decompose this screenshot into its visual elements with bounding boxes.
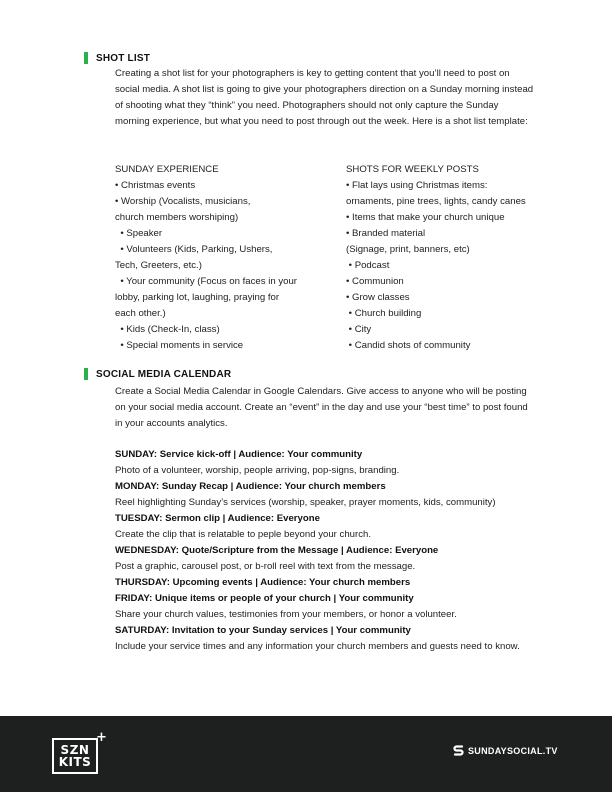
calendar-days (115, 447, 545, 655)
list-item: • Volunteers (Kids, Parking, Ushers, (115, 244, 273, 255)
calendar-day-text: Include your service times and any information your church members and guests need to know. (115, 641, 520, 652)
calendar-day-heading: THURSDAY: Upcoming events | Audience: Your church members (115, 577, 411, 588)
list-item: • Flat lays using Christmas items: (346, 180, 488, 191)
calendar-day-text: Post a graphic, carousel post, or b-roll reel with text from the message. (115, 561, 416, 572)
calendar-day-heading: FRIDAY: Unique items or people of your church | Your community (115, 593, 414, 604)
shot-list-header (84, 51, 150, 65)
calendar-title: SOCIAL MEDIA CALENDAR (96, 368, 232, 380)
calendar-day-text: Photo of a volunteer, worship, people arriving, pop-signs, branding. (115, 465, 400, 476)
brand-text: SUNDAYSOCIAL.TV (468, 745, 558, 756)
list-item: • Church building (346, 308, 422, 319)
logo-line-2: KITS (58, 755, 92, 769)
calendar-intro: Create a Social Media Calendar in Google Calendars. Give access to anyone who will be posting on your social media account. Create an “event” in the day and use your “best time” to post found in your accounts analytics. (115, 386, 528, 429)
list-item: • Your community (Focus on faces in your (115, 276, 297, 287)
list-item: • Podcast (346, 260, 390, 271)
calendar-day-text: Create the clip that is relatable to peple beyond your church. (115, 529, 371, 540)
list-item: • Speaker (115, 228, 163, 239)
shot-list-title: SHOT LIST (96, 52, 151, 64)
weekly-posts-column (346, 162, 566, 354)
list-item: ornaments, pine trees, lights, candy canes (346, 196, 526, 207)
list-item: Tech, Greeters, etc.) (115, 260, 202, 271)
list-item: lobby, parking lot, laughing, praying for (115, 292, 280, 303)
list-item: (Signage, print, banners, etc) (346, 244, 470, 255)
list-item: • Grow classes (346, 292, 410, 303)
list-item: • Christmas events (115, 180, 196, 191)
logo-plus: + (96, 730, 107, 745)
szn-kits-logo (52, 738, 98, 774)
list-item: • Kids (Check-In, class) (115, 324, 220, 335)
list-item: each other.) (115, 308, 166, 319)
brand-link[interactable] (453, 744, 558, 757)
calendar-day-heading: TUESDAY: Sermon clip | Audience: Everyone (115, 513, 320, 524)
accent-bar (84, 368, 88, 380)
calendar-header (84, 367, 231, 381)
calendar-day-heading: MONDAY: Sunday Recap | Audience: Your church members (115, 481, 386, 492)
sundaysocial-s-logo-icon (453, 744, 464, 757)
list-item: • Worship (Vocalists, musicians, (115, 196, 251, 207)
list-item: church members worshiping) (115, 212, 239, 223)
list-item: • Special moments in service (115, 340, 244, 351)
weekly-posts-list (346, 178, 566, 354)
logo-line-1: SZN (60, 743, 90, 757)
sunday-experience-list (115, 178, 340, 354)
calendar-day-heading: WEDNESDAY: Quote/Scripture from the Message | Audience: Everyone (115, 545, 439, 556)
list-item: • Branded material (346, 228, 426, 239)
sunday-experience-column (115, 162, 340, 354)
calendar-day-heading: SUNDAY: Service kick-off | Audience: Your community (115, 449, 363, 460)
shot-list-intro: Creating a shot list for your photographers is key to getting content that you’ll need to post on social media. A shot list is going to give your photographers direction on a Sunday morning instead of shooting what they “think” you need. Photographers should not only capture the Sunday morning experience, but what you need to post through out the week. Here is a shot list template: (115, 68, 534, 127)
list-item: • Candid shots of community (346, 340, 471, 351)
calendar-day-heading: SATURDAY: Invitation to your Sunday services | Your community (115, 625, 411, 636)
list-item: • Items that make your church unique (346, 212, 505, 223)
list-item: • City (346, 324, 372, 335)
accent-bar (84, 52, 88, 64)
list-item: • Communion (346, 276, 404, 287)
calendar-day-text: Share your church values, testimonies from your members, or honor a volunteer. (115, 609, 457, 620)
calendar-day-text: Reel highlighting Sunday’s services (worship, speaker, prayer moments, kids, community) (115, 497, 496, 508)
weekly-posts-heading: SHOTS FOR WEEKLY POSTS (346, 164, 479, 175)
sunday-experience-heading: SUNDAY EXPERIENCE (115, 164, 219, 175)
